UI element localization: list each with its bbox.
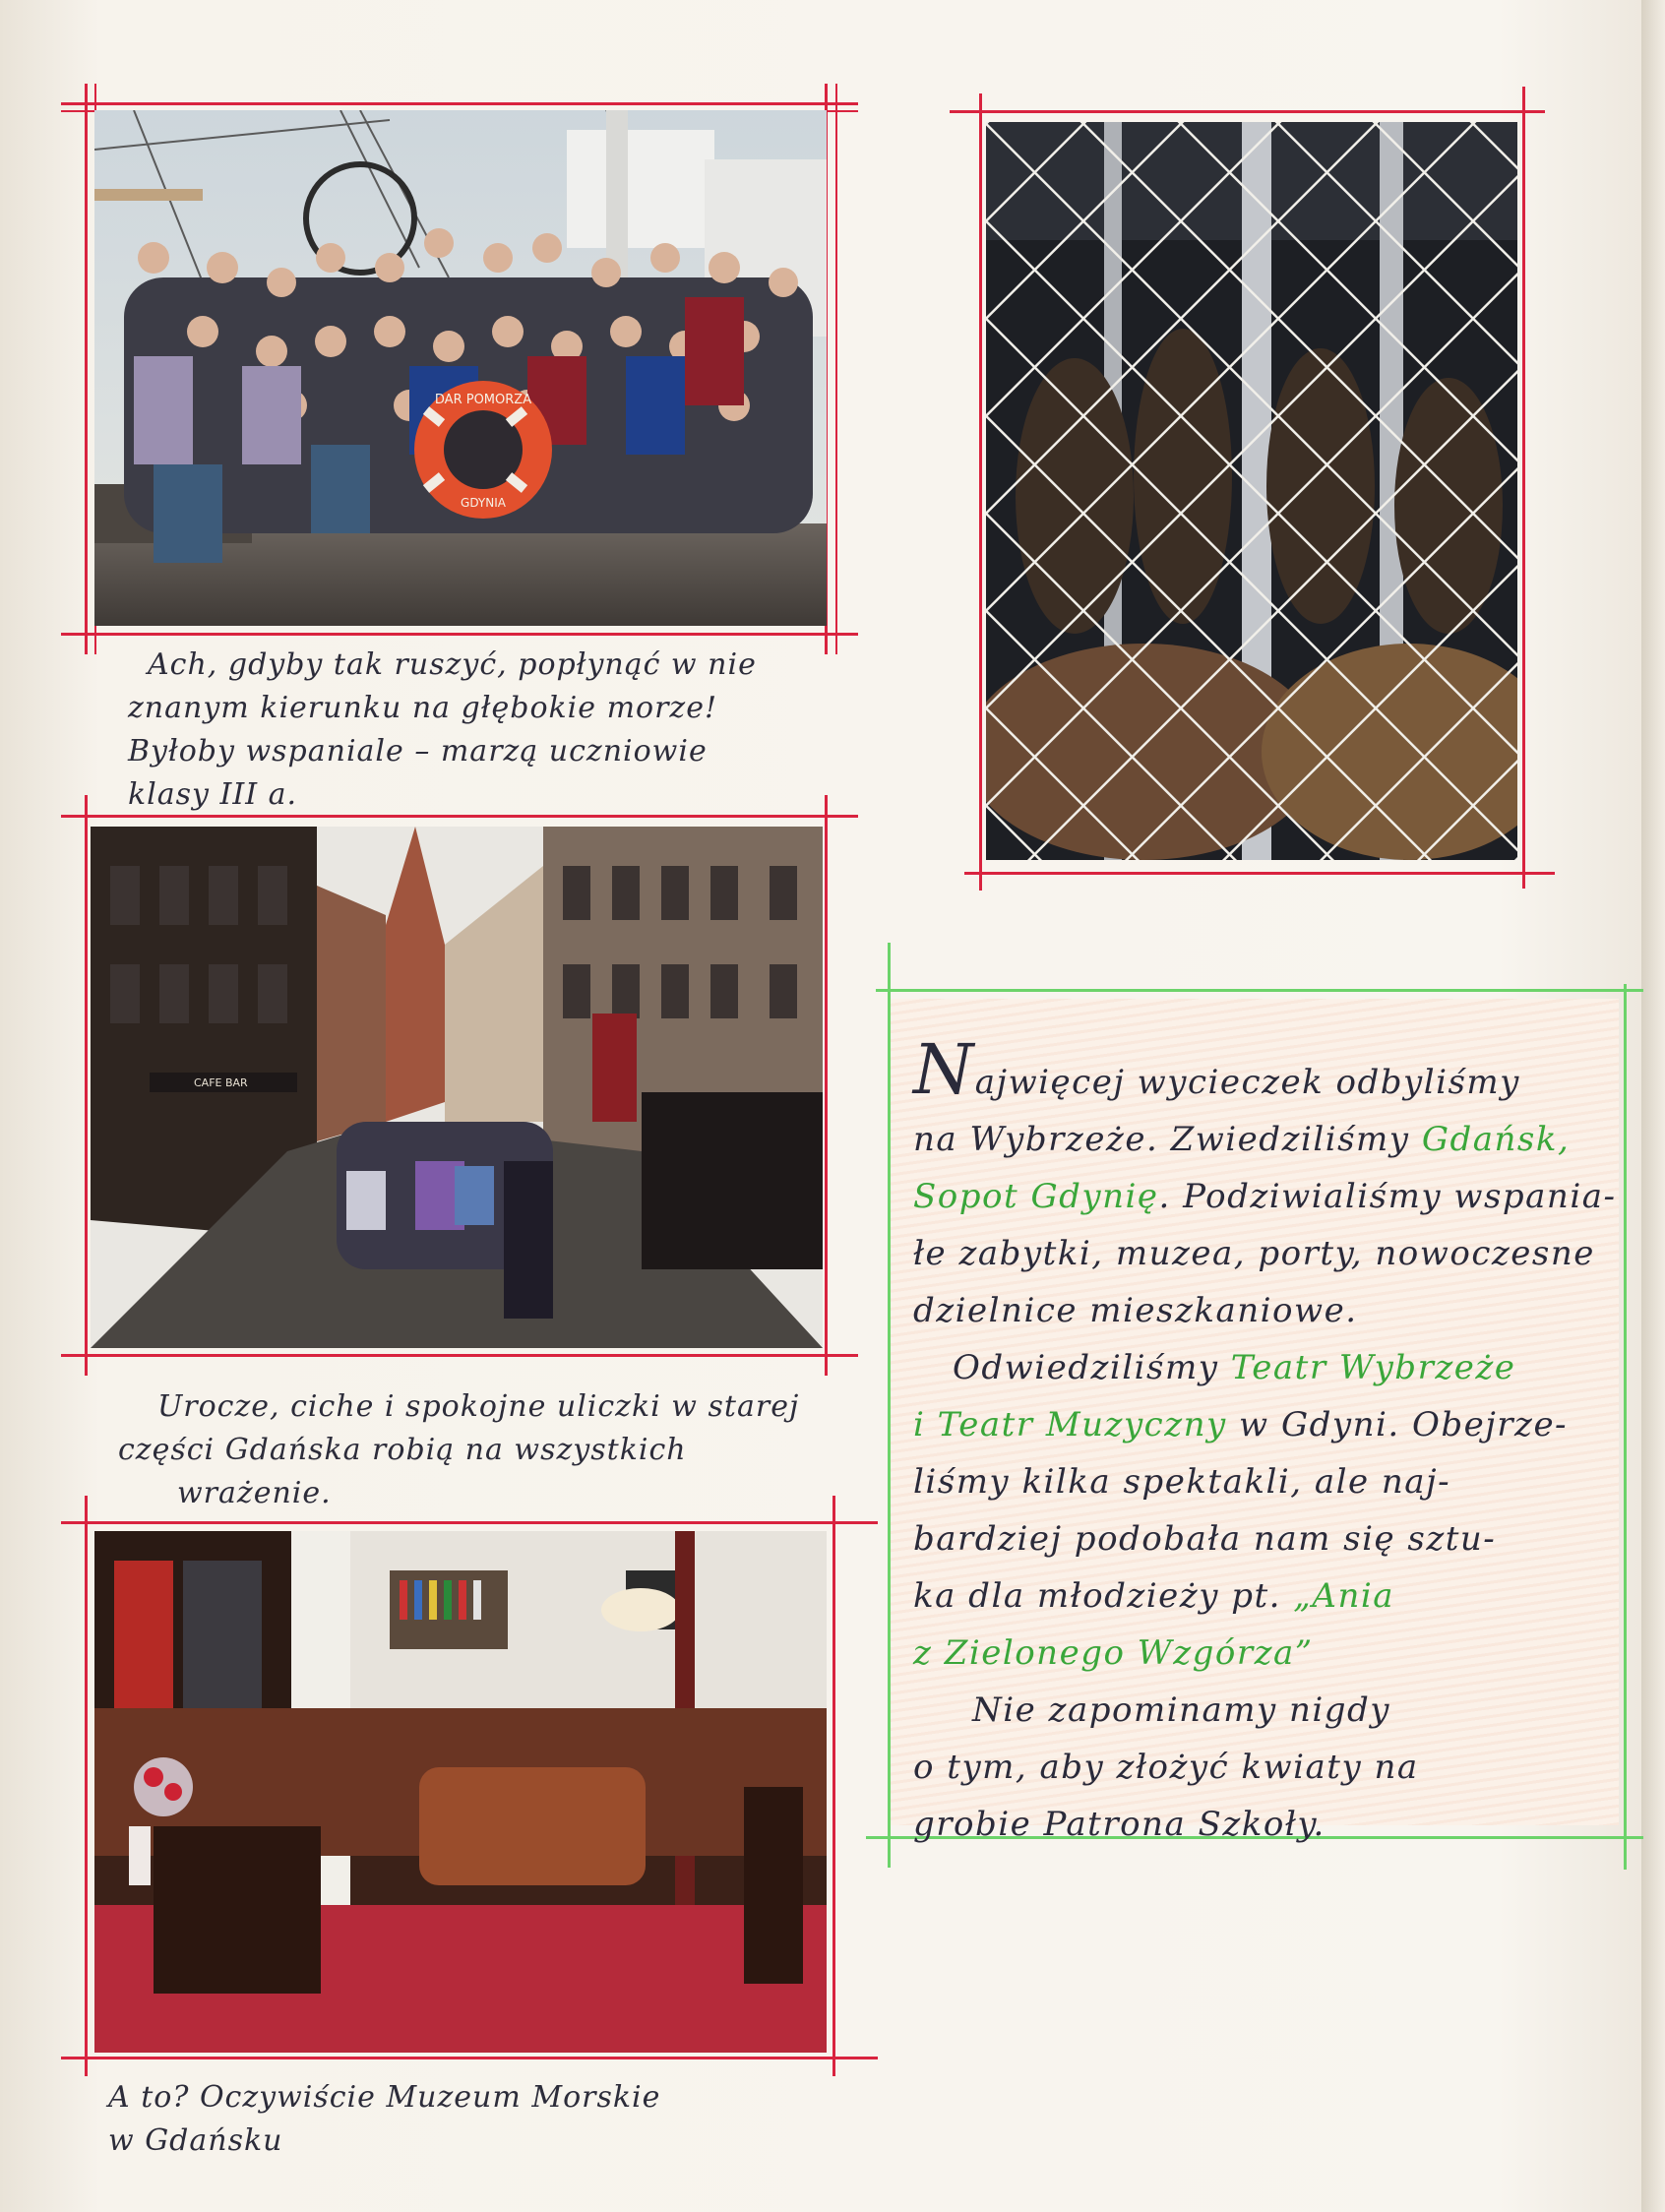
theatre-name-muzyczny: i Teatr Muzyczny	[913, 1405, 1227, 1444]
note-line-12: Nie zapominamy nigdy	[972, 1690, 1391, 1730]
note-frame-line	[876, 989, 1643, 992]
place-name-gdansk: Gdańsk,	[1421, 1120, 1571, 1159]
note-line-10: ka dla młodzieży pt. „Ania	[913, 1576, 1394, 1616]
caption-line: Urocze, ciche i spokojne uliczki w starej	[157, 1389, 800, 1424]
leather-sofa	[419, 1767, 646, 1885]
place-name-gdynia: Gdynię	[1030, 1177, 1159, 1216]
note-line-4: łe zabytki, muzea, porty, nowoczesne	[913, 1234, 1595, 1273]
caption-photo-2	[118, 1385, 827, 1515]
frame-line	[1522, 87, 1525, 889]
handwritten-note	[913, 1029, 1622, 1853]
caption-line: znanym kierunku na głębokie morze!	[128, 691, 718, 725]
frame-line	[61, 2057, 878, 2059]
frame-line	[85, 795, 88, 1376]
frame-line	[61, 1354, 858, 1357]
caption-line: klasy III a.	[128, 777, 298, 812]
note-line-8: liśmy kilka spektakli, ale naj-	[913, 1462, 1451, 1502]
caption-line: wrażenie.	[177, 1476, 332, 1510]
red-banner	[592, 1014, 637, 1122]
frame-line	[835, 84, 837, 654]
note-line-5: dzielnice mieszkaniowe.	[913, 1291, 1358, 1330]
caption-line: w Gdańsku	[108, 2123, 283, 2158]
table-lamp	[601, 1588, 680, 1631]
frame-line	[979, 93, 982, 891]
photo-group-on-ship-image	[94, 110, 827, 626]
caption-line: części Gdańska robią na wszystkich	[118, 1433, 687, 1467]
note-line-3: Sopot Gdynię. Podziwialiśmy wspania-	[913, 1177, 1617, 1216]
note-line-14: grobie Patrona Szkoły.	[913, 1805, 1326, 1844]
caption-line: Byłoby wspaniale – marzą uczniowie	[128, 734, 708, 768]
frame-line	[61, 102, 858, 105]
caption-line: Ach, gdyby tak ruszyć, popłynąć w nie	[148, 647, 757, 682]
frame-line	[832, 1496, 835, 2076]
photo-ropes-behind-net-image	[986, 122, 1517, 860]
photo-museum-interior-image	[94, 1531, 827, 2053]
caption-photo-3	[108, 2076, 836, 2163]
flower-bouquet	[134, 1757, 193, 1816]
frame-line	[61, 1521, 878, 1524]
photo-old-town-street-image	[91, 827, 823, 1348]
frame-line	[964, 872, 1555, 875]
photo-group-on-ship	[94, 110, 827, 626]
life-ring	[414, 381, 552, 519]
frame-line	[85, 1496, 88, 2076]
frame-line	[825, 795, 828, 1376]
life-ring-label: DAR POMORZA	[434, 393, 532, 407]
note-line-6: Odwiedziliśmy Teatr Wybrzeże	[953, 1348, 1516, 1387]
note-line-7: i Teatr Muzyczny w Gdyni. Obejrze-	[913, 1405, 1569, 1444]
place-name-sopot: Sopot	[913, 1177, 1019, 1216]
frame-line	[61, 633, 858, 636]
caption-line: A to? Oczywiście Muzeum Morskie	[108, 2080, 661, 2115]
play-title-part-2: z Zielonego Wzgórza”	[913, 1633, 1314, 1673]
white-net	[986, 122, 1517, 860]
note-frame-line	[888, 943, 891, 1868]
note-line-9: bardziej podobała nam się sztu-	[913, 1519, 1497, 1559]
note-dropcap: N	[913, 1029, 975, 1110]
theatre-name-wybrzeze: Teatr Wybrzeże	[1230, 1348, 1516, 1387]
play-title-part-1: „Ania	[1293, 1576, 1394, 1616]
photo-ropes-behind-net	[986, 122, 1517, 860]
note-line-13: o tym, aby złożyć kwiaty na	[913, 1748, 1419, 1787]
cafe-bar-sign: CAFE BAR	[194, 1076, 248, 1089]
note-line-11	[913, 1625, 1622, 1682]
note-line-2: na Wybrzeże. Zwiedziliśmy Gdańsk,	[913, 1120, 1571, 1159]
photo-museum-interior	[94, 1531, 827, 2053]
caption-photo-1	[128, 644, 817, 817]
album-edge	[1641, 0, 1665, 2212]
photo-old-town-street	[91, 827, 823, 1348]
note-frame-line	[1624, 984, 1627, 1870]
life-ring-label-bottom: GDYNIA	[461, 496, 506, 510]
frame-line	[85, 84, 88, 654]
frame-line	[950, 110, 1545, 113]
note-line-1: Najwięcej wycieczek odbyliśmy	[913, 1029, 1520, 1110]
